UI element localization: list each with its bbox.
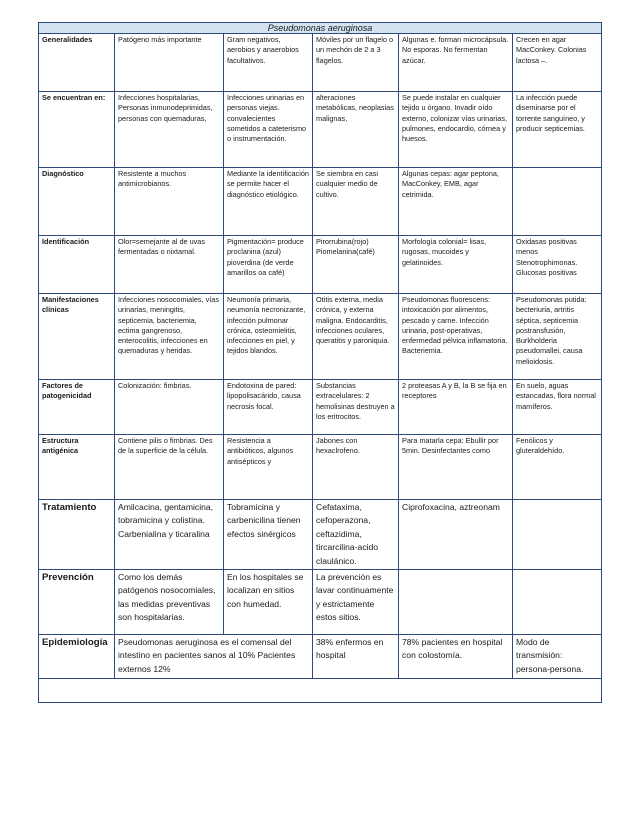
table-cell: Jabones con hexaclrofeno. — [313, 435, 399, 500]
table-cell: Se siembra en casi cualquier medio de cultivo. — [313, 168, 399, 236]
table-cell: Morfología colonial= lisas, rugosas, mucoides y gelatinoides. — [399, 236, 513, 294]
table-cell: Contiene pilis o fimbrias. Des de la superficie de la célula. — [115, 435, 224, 500]
row-header: Se encuentran en: — [39, 92, 115, 168]
table-cell: Para matarla cepa: Ebullir por 5min. Desinfectantes como — [399, 435, 513, 500]
table-cell: Se puede instalar en cualquier tejido u órgano. Invadir oído externo, colonizar vías urinarias, pulmones, endocardio, córnea y huesos. — [399, 92, 513, 168]
table-cell: Patógeno más importante — [115, 34, 224, 92]
table-row — [39, 435, 602, 500]
table-cell: En suelo, aguas estancadas, flora normal mamíferos. — [513, 380, 602, 435]
pseudomonas-table — [38, 22, 602, 703]
table-cell: Como los demás patógenos nosocomiales, las medidas preventivas son hospitalarias. — [115, 570, 224, 635]
table-cell: Pseudomonas putida: becteriuria, artritis séptica, septicemia postransfusión, Burkholderia pseudomallei, causa melioidosis. — [513, 294, 602, 380]
row-header: Epidemiología — [39, 635, 115, 679]
table-cell — [399, 570, 513, 635]
table-cell: Substancias extracelulares: 2 hemolisinas destruyen a los eritrocitos. — [313, 380, 399, 435]
table-cell — [513, 570, 602, 635]
row-header: Estructura antigénica — [39, 435, 115, 500]
table-title: Pseudomonas aeruginosa — [39, 23, 602, 34]
table-cell: Infecciones nosocomiales, vías urinarias, meningitis, septicemia, bacteriemia, ectima gangrenoso, enterocolitis, infecciones en quemaduras y heridas. — [115, 294, 224, 380]
table-row — [39, 236, 602, 294]
row-header: Identificación — [39, 236, 115, 294]
table-cell: Gram negativos, aerobios y anaerobios facultativos. — [224, 34, 313, 92]
table-row — [39, 168, 602, 236]
table-cell: La infección puede diseminarse por el torrente sanguíneo, y producir septicemias. — [513, 92, 602, 168]
table-cell: Resistencia a antibióticos, algunos antisépticos y — [224, 435, 313, 500]
table-cell: Algunas e. forman microcápsula. No esporas. No fermentan azúcar. — [399, 34, 513, 92]
table-cell: Pirorrubina(rojo) Piomelanina(café) — [313, 236, 399, 294]
table-cell: alteraciones metabólicas, neoplasias malignas, — [313, 92, 399, 168]
table-cell: Cefataxima, cefoperazona, ceftazidima, tircarcilina-acido claulánico. — [313, 500, 399, 570]
table-cell: Infecciones hospitalarias, Personas inmunodeprimidas, personas con quemaduras, — [115, 92, 224, 168]
table-row-epidemiologia — [39, 635, 602, 679]
row-header: Prevención — [39, 570, 115, 635]
table-cell: Amilcacina, gentamicina, tobramicina y colistina. Carbenialina y ticaralina — [115, 500, 224, 570]
table-row — [39, 294, 602, 380]
empty-cell — [39, 679, 602, 703]
table-row — [39, 34, 602, 92]
row-header: Diagnóstico — [39, 168, 115, 236]
table-cell: La prevención es lavar continuamente y estrictamente estos sitios. — [313, 570, 399, 635]
table-cell: 2 proteasas A y B, la B se fija en receptores — [399, 380, 513, 435]
row-header: Manifestaciones clínicas — [39, 294, 115, 380]
table-cell: Endotoxina de pared: lipopolisacárido, causa necrosis focal. — [224, 380, 313, 435]
table-cell: Infecciones urinarias en personas viejas. convalecientes sometidos a cateterismo o instrumentación. — [224, 92, 313, 168]
row-header: Generalidades — [39, 34, 115, 92]
table-cell: 78% pacientes en hospital con colostomía. — [399, 635, 513, 679]
table-cell: Olor=semejante al de uvas fermentadas o nixtamal. — [115, 236, 224, 294]
table-cell: Neumonía primaria, neumonía necronizante, infección pulmonar crónica, osteomielitis, infecciones en piel, y tejidos blandos. — [224, 294, 313, 380]
table-row — [39, 380, 602, 435]
table-cell: Pseudomonas fluorescens: intoxicación por alimentos, pescado y carne. Infección urinaria, post-operativas, enfermedad pélvica inflamatoria. Bacteriemia. — [399, 294, 513, 380]
table-cell: Pigmentación= produce proclanina (azul) pioverdina (de verde amarillos oa café) — [224, 236, 313, 294]
empty-row — [39, 679, 602, 703]
table-cell: Fenólicos y gluteraldehído. — [513, 435, 602, 500]
row-header: Factores de patogenicidad — [39, 380, 115, 435]
table-cell: En los hospitales se localizan en sitios con humedad. — [224, 570, 313, 635]
table-cell: Otitis externa, media crónica, y externa maligna. Endocarditis, infecciones oculares, queratitis y paroniquia. — [313, 294, 399, 380]
table-cell: Móviles por un flagelo o un mechón de 2 a 3 flagelos. — [313, 34, 399, 92]
table-row — [39, 500, 602, 570]
table-cell — [513, 500, 602, 570]
table-cell: Algunas cepas: agar peptona, MacConkey, EMB, agar cetrimida. — [399, 168, 513, 236]
table-cell: Ciprofoxacina, aztreonam — [399, 500, 513, 570]
table-row — [39, 92, 602, 168]
table-cell: Resistente a muchos antimicrobianos. — [115, 168, 224, 236]
row-header: Tratamiento — [39, 500, 115, 570]
table-cell: Modo de transmisión: persona-persona. — [513, 635, 602, 679]
table-cell: Mediante la identificación se permite hacer el diagnóstico etiológico. — [224, 168, 313, 236]
table-cell: Crecen en agar MacConkey. Colonias lactosa –. — [513, 34, 602, 92]
table-row — [39, 570, 602, 635]
table-cell: 38% enfermos en hospital — [313, 635, 399, 679]
table-cell: Colonización: fimbrias. — [115, 380, 224, 435]
table-cell: Oxidasas positivas menos Stenotrophimonas. Glucosas positivas — [513, 236, 602, 294]
table-cell: Pseudomonas aeruginosa es el comensal del intestino en pacientes sanos al 10% Pacientes externos 12% — [115, 635, 313, 679]
table-cell — [513, 168, 602, 236]
table-cell: Tobramicina y carbenicilina tienen efectos sinérgicos — [224, 500, 313, 570]
